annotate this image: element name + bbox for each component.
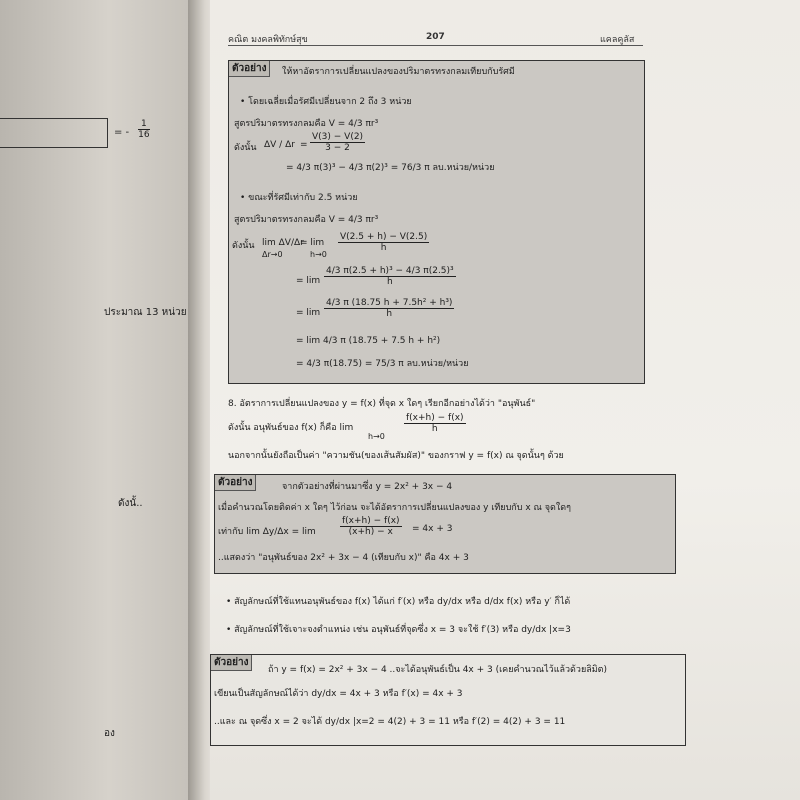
sec8-line3: นอกจากนั้นยังถือเป็นค่า "ความชัน(ของเส้นสัมผัส)" ของกราฟ y = f(x) ณ จุดนั้นๆ ด้วย xyxy=(228,451,564,461)
example1-avg-eq: = xyxy=(300,140,308,150)
left-fraction-text: = - xyxy=(114,127,130,138)
example1-l1-sub: h→0 xyxy=(310,250,327,259)
example1-bullet2: • ขณะที่รัศมีเท่ากับ 2.5 หน่วย xyxy=(240,193,358,203)
header-author: คณิต มงคลพิทักษ์สุข xyxy=(228,35,308,45)
left-approx-text: ประมาณ 13 หน่วย xyxy=(104,307,187,318)
left-answer-box xyxy=(0,118,108,148)
example1-avg-line2: = 4/3 π(3)³ − 4/3 π(2)³ = 76/3 π ลบ.หน่วย/หน่วย xyxy=(286,163,495,173)
example1-question: ให้หาอัตราการเปลี่ยนแปลงของปริมาตรทรงกลมเทียบกับรัศมี xyxy=(282,67,515,77)
header-page-number: 207 xyxy=(426,32,445,42)
example1-tag: ตัวอย่าง xyxy=(229,61,270,77)
example1-avg-lhs: ΔV / Δr xyxy=(264,140,295,150)
example3-line2: เขียนเป็นสัญลักษณ์ได้ว่า dy/dx = 4x + 3 หรือ f′(x) = 4x + 3 xyxy=(214,689,463,699)
example2-line3-post: = 4x + 3 xyxy=(412,524,453,534)
example1-avg-fraction: V(3) − V(2) 3 − 2 xyxy=(312,132,364,153)
example1-formula2: สูตรปริมาตรทรงกลมคือ V = 4/3 πr³ xyxy=(234,215,379,225)
example1-l3-fraction: 4/3 π (18.75 h + 7.5h² + h³) h xyxy=(326,298,453,319)
example1-l1-eq: = lim xyxy=(300,238,325,248)
example1-bullet1: • โดยเฉลี่ยเมื่อรัศมีเปลี่ยนจาก 2 ถึง 3 หน่วย xyxy=(240,97,412,107)
example1-lim-lhs: lim ΔV/Δr xyxy=(262,238,304,248)
example3-line1: ถ้า y = f(x) = 2x² + 3x − 4 ..จะได้อนุพันธ์เป็น 4x + 3 (เคยคำนวณไว้แล้วด้วยลิมิต) xyxy=(268,665,608,675)
example2-fraction: f(x+h) − f(x) (x+h) − x xyxy=(342,516,400,537)
sec8-line2-pre: ดังนั้น อนุพันธ์ของ f(x) ก็คือ lim xyxy=(228,423,354,433)
left-thus-text: ดังนั้.. xyxy=(118,498,143,509)
example2-line4: ..แสดงว่า "อนุพันธ์ของ 2x² + 3x − 4 (เทียบกับ x)" คือ 4x + 3 xyxy=(218,553,469,563)
sec8-line1: 8. อัตราการเปลี่ยนแปลงของ y = f(x) ที่จุด x ใดๆ เรียกอีกอย่างได้ว่า "อนุพันธ์" xyxy=(228,399,536,409)
left-fraction: 1 16 xyxy=(138,119,150,140)
example1-thus2: ดังนั้น xyxy=(232,241,255,251)
example1-l2-eq: = lim xyxy=(296,276,321,286)
note-symbols: • สัญลักษณ์ที่ใช้แทนอนุพันธ์ของ f(x) ได้แก่ f′(x) หรือ dy/dx หรือ d/dx f(x) หรือ y′ ก็ได้ xyxy=(226,597,571,607)
header-chapter: แคลคูลัส xyxy=(600,35,635,45)
example1-lim-sub: Δr→0 xyxy=(262,250,283,259)
example2-line2: เมื่อคำนวณโดยติดค่า x ใดๆ ไว้ก่อน จะได้อัตราการเปลี่ยนแปลงของ y เทียบกับ x ณ จุดใดๆ xyxy=(218,503,571,513)
left-bottom-text: อง xyxy=(104,728,115,739)
example3-line3: ..และ ณ จุดซึ่ง x = 2 จะได้ dy/dx |x=2 = 4(2) + 3 = 11 หรือ f′(2) = 4(2) + 3 = 11 xyxy=(214,717,566,727)
example1-l3-eq: = lim xyxy=(296,308,321,318)
note-specific-point: • สัญลักษณ์ที่ใช้เจาะจงตำแหน่ง เช่น อนุพันธ์ที่จุดซึ่ง x = 3 จะใช้ f′(3) หรือ dy/dx |x=3 xyxy=(226,625,571,635)
example2-line1: จากตัวอย่างที่ผ่านมาซึ่ง y = 2x² + 3x − 4 xyxy=(282,482,453,492)
example1-l5: = 4/3 π(18.75) = 75/3 π ลบ.หน่วย/หน่วย xyxy=(296,359,469,369)
example2-tag: ตัวอย่าง xyxy=(215,475,256,491)
example3-tag: ตัวอย่าง xyxy=(211,655,252,671)
example1-formula1: สูตรปริมาตรทรงกลมคือ V = 4/3 πr³ xyxy=(234,119,379,129)
sec8-lim-sub: h→0 xyxy=(368,432,385,441)
example2-line3-pre: เท่ากับ lim Δy/Δx = lim xyxy=(218,527,316,537)
header-rule xyxy=(228,45,643,46)
sec8-fraction: f(x+h) − f(x) h xyxy=(406,413,464,434)
example1-thus1: ดังนั้น xyxy=(234,143,257,153)
example1-l4: = lim 4/3 π (18.75 + 7.5 h + h²) xyxy=(296,336,441,346)
example1-l2-fraction: 4/3 π(2.5 + h)³ − 4/3 π(2.5)³ h xyxy=(326,266,454,287)
left-page xyxy=(0,0,198,800)
example1-l1-fraction: V(2.5 + h) − V(2.5) h xyxy=(340,232,428,253)
